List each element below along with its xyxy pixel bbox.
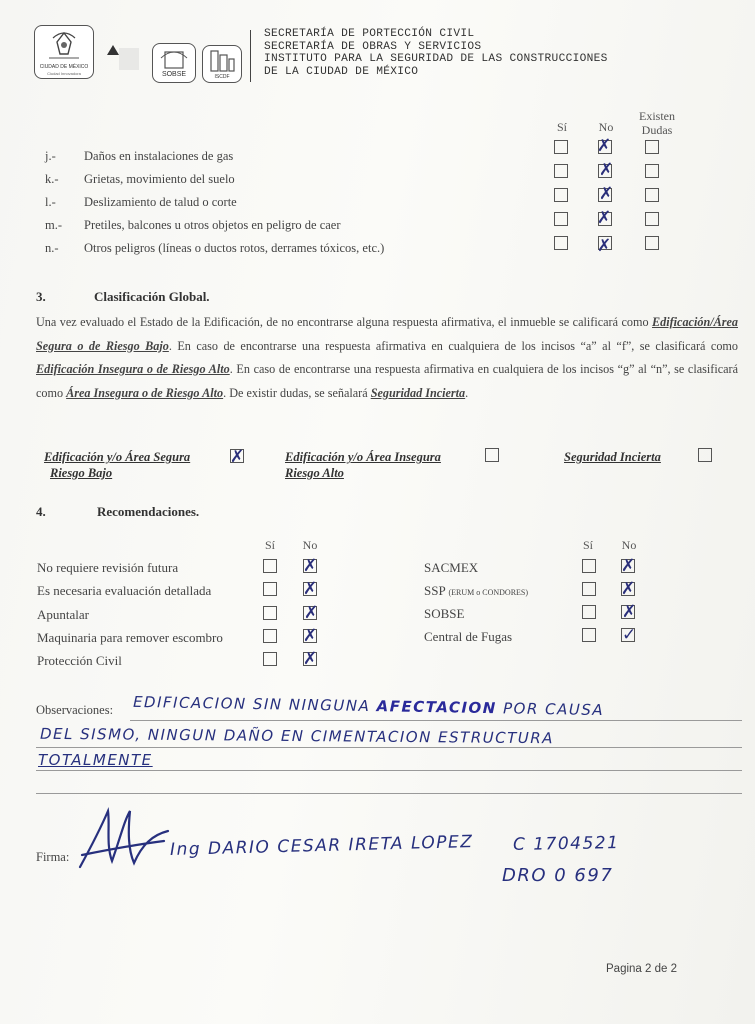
recommendation-check-mark: ✗ (621, 579, 636, 599)
recommendation-text: Maquinaria para remover escombro (37, 630, 223, 645)
page-number: Pagina 2 de 2 (606, 963, 677, 975)
hazard-letter: m.- (45, 218, 63, 232)
triangle-icon (107, 45, 119, 55)
paragraph-text: . De existir dudas, se señalará (223, 385, 371, 400)
recommendation-check-mark: ✗ (622, 602, 637, 622)
recommendation-text-small: (ERUM o CONDORES) (448, 588, 529, 597)
col-header-dudas-line: Existen (639, 109, 675, 123)
recommendation-text (424, 583, 528, 599)
hazard-check-mark: ✗ (597, 236, 612, 256)
firma-name: Ing DARIO CESAR IRETA LOPEZ (169, 832, 474, 860)
hazard-checkbox-dudas[interactable] (645, 236, 659, 250)
hazard-checkbox-si[interactable] (554, 140, 568, 154)
observaciones-handwriting-line[interactable]: DEL SISMO, NINGUN DAÑO EN CIMENTACION ESTRUCTURA (39, 724, 555, 748)
classification-option-uncertain (564, 449, 661, 465)
cdmx-logo (34, 25, 94, 79)
hazard-check-mark: ✗ (597, 208, 612, 228)
section-4-number: 4. (36, 504, 46, 519)
classification-option-unsafe (285, 449, 441, 481)
classification-checkbox-uncertain[interactable] (698, 448, 712, 462)
recommendation-checkbox-si[interactable] (263, 559, 277, 573)
recommendation-check-mark: ✗ (621, 556, 636, 576)
hazard-letter: n.- (45, 241, 59, 255)
agency-line: SECRETARÍA DE OBRAS Y SERVICIOS (264, 40, 482, 53)
hazard-letter: l.- (45, 195, 56, 209)
rec-col-header-si-right: Sí (582, 538, 593, 552)
tower-icon (203, 49, 241, 75)
sobse-logo (152, 43, 196, 83)
recommendation-text: No requiere revisión futura (37, 560, 179, 575)
hazard-text: Deslizamiento de talud o corte (84, 195, 237, 209)
recommendation-text: Central de Fugas (424, 629, 513, 644)
recommendation-check-mark: ✗ (303, 649, 318, 669)
cdmx-logo-subtext: Ciudad Innovadora (47, 71, 81, 76)
hazard-letter: j.- (45, 149, 56, 163)
sobse-logo-text: SOBSE (161, 71, 187, 78)
paragraph-text: Una vez evaluado el Estado de la Edificación, de no encontrarse alguna respuesta afirmativa, el inmueble se calificará como (36, 315, 652, 329)
recommendation-check-mark: ✓ (622, 625, 637, 645)
recommendation-text: Apuntalar (37, 607, 89, 622)
paragraph-term: Área Insegura o de Riesgo Alto (66, 385, 224, 400)
hazard-text: Otros peligros (líneas o ductos rotos, derrames tóxicos, etc.) (84, 241, 385, 255)
classification-checkbox-unsafe[interactable] (485, 448, 499, 462)
hazard-text: Pretiles, balcones u otros objetos en peligro de caer (84, 218, 341, 232)
observaciones-text: EDIFICACION SIN NINGUNA (132, 692, 371, 716)
hazard-checkbox-si[interactable] (554, 236, 568, 250)
hazard-checkbox-dudas[interactable] (645, 164, 659, 178)
paragraph-text: . (465, 385, 469, 400)
hazard-text: Daños en instalaciones de gas (84, 149, 234, 163)
recommendation-text-main: SSP (424, 583, 449, 598)
hazard-checkbox-si[interactable] (554, 164, 568, 178)
observaciones-handwriting-line[interactable] (133, 693, 604, 719)
iscdf-logo-text: ISCDF (214, 74, 230, 80)
col-header-no: No (598, 120, 614, 134)
hazard-text: Grietas, movimiento del suelo (84, 172, 235, 186)
paragraph-term: Seguridad Incierta (370, 385, 466, 400)
observaciones-text: POR CAUSA (502, 699, 605, 720)
hazard-check-mark: ✗ (597, 136, 612, 156)
recommendation-checkbox-si[interactable] (263, 582, 277, 596)
classification-label-line: Riesgo Bajo (50, 466, 113, 480)
header-divider (250, 30, 251, 82)
hazard-checkbox-si[interactable] (554, 212, 568, 226)
rec-col-header-no: No (302, 538, 318, 552)
agency-line: SECRETARÍA DE PORTECCIÓN CIVIL (264, 28, 475, 40)
firma-registro: DRO 0 697 (502, 865, 614, 886)
recommendation-text: SOBSE (424, 606, 465, 621)
recommendation-check-mark: ✗ (303, 579, 318, 599)
recommendation-text: Es necesaria evaluación detallada (37, 583, 212, 598)
section-3-title: Clasificación Global. (94, 289, 210, 304)
paragraph-term: Edificación/Área Segura o de Riesgo Bajo (36, 315, 738, 353)
hazard-checkbox-dudas[interactable] (645, 212, 659, 226)
recommendation-checkbox-si[interactable] (582, 628, 596, 642)
observaciones-line (36, 793, 742, 794)
observaciones-line (36, 747, 742, 748)
observaciones-line (36, 770, 742, 771)
firma-label: Firma: (36, 850, 70, 864)
hazard-checkbox-dudas[interactable] (645, 140, 659, 154)
recommendation-check-mark: ✗ (303, 556, 318, 576)
paragraph-text: . En caso de encontrarse una respuesta afirmativa en cualquiera de los incisos “g” al “n”, se clasificará como (36, 362, 738, 400)
col-header-si: Sí (556, 120, 567, 134)
hazard-letter: k.- (45, 172, 59, 186)
classification-check-mark: ✗ (230, 447, 245, 467)
recommendation-checkbox-si[interactable] (582, 605, 596, 619)
section-4-title: Recomendaciones. (97, 504, 200, 519)
iscdf-logo (202, 45, 242, 83)
agency-line: DE LA CIUDAD DE MÉXICO (264, 65, 419, 78)
agency-names (264, 28, 608, 78)
col-header-dudas (632, 109, 682, 137)
building-icon (153, 46, 195, 72)
section-3-paragraph (36, 311, 738, 405)
recommendation-checkbox-si[interactable] (263, 606, 277, 620)
hazard-check-mark: ✗ (599, 160, 614, 180)
agency-line: INSTITUTO PARA LA SEGURIDAD DE LAS CONSTRUCCIONES (264, 53, 608, 65)
recommendation-checkbox-si[interactable] (263, 652, 277, 666)
col-header-dudas-line: Dudas (641, 123, 673, 137)
recommendation-checkbox-si[interactable] (263, 629, 277, 643)
classification-label-line: Riesgo Alto (285, 466, 344, 480)
recommendation-text: Protección Civil (37, 653, 122, 668)
observaciones-line (130, 720, 742, 721)
cdmx-logo-text: CIUDAD DE MÉXICO (39, 64, 89, 70)
classification-option-safe (44, 449, 190, 481)
signature-scribble (72, 805, 172, 875)
cdmx-emblem-icon (35, 28, 93, 68)
rec-col-header-no-right: No (621, 538, 637, 552)
faded-mark (119, 48, 139, 70)
hazard-check-mark: ✗ (599, 184, 614, 204)
recommendation-checkbox-si[interactable] (582, 559, 596, 573)
firma-cedula: C 1704521 (512, 833, 620, 855)
hazard-checkbox-si[interactable] (554, 188, 568, 202)
recommendation-checkbox-si[interactable] (582, 582, 596, 596)
recommendation-check-mark: ✗ (304, 603, 319, 623)
recommendation-check-mark: ✗ (303, 626, 318, 646)
classification-label-line: Edificación y/o Área Insegura (285, 450, 441, 464)
observaciones-handwriting-line[interactable]: TOTALMENTE (38, 751, 153, 769)
observaciones-label: Observaciones: (36, 703, 114, 717)
classification-label-line: Edificación y/o Área Segura (44, 450, 191, 464)
rec-col-header-si: Sí (264, 538, 275, 552)
hazard-checkbox-dudas[interactable] (645, 188, 659, 202)
observaciones-text-bold: AFECTACION (376, 697, 497, 718)
paragraph-term: Edificación Insegura o de Riesgo Alto (36, 362, 230, 376)
recommendation-text: SACMEX (424, 560, 479, 575)
classification-label-line: Seguridad Incierta (564, 450, 661, 464)
paragraph-text: . En caso de encontrarse una respuesta afirmativa en cualquiera de los incisos “a” al “f”, se clasificará como (168, 338, 738, 353)
section-3-number: 3. (36, 289, 46, 304)
